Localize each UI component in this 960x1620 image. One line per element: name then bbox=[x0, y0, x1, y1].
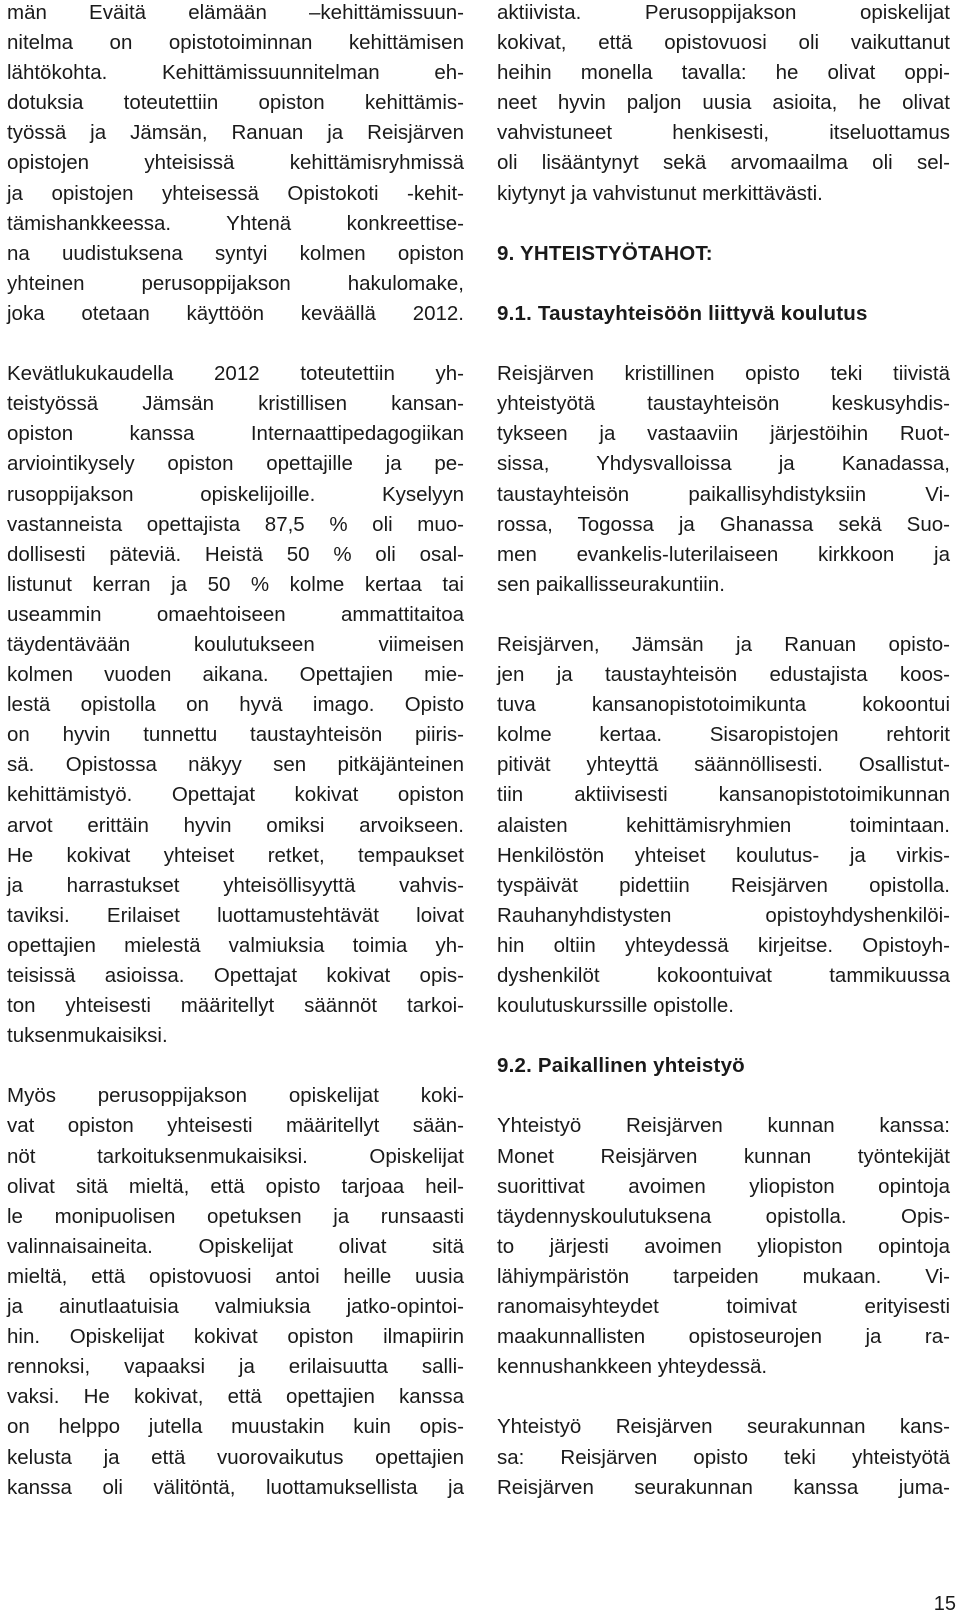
text-line: na uudistuksena syntyi kolmen opiston bbox=[7, 241, 464, 265]
paragraph bbox=[7, 0, 464, 329]
page-number: 15 bbox=[933, 1593, 956, 1615]
paragraph bbox=[497, 630, 950, 1021]
text-line: Yhteistyö Reisjärven seurakunnan kans- bbox=[497, 1415, 950, 1439]
text-line: men evankelis-luterilaiseen kirkkoon ja bbox=[497, 542, 950, 566]
text-line: kelusta ja että vuorovaikutus opettajien bbox=[7, 1445, 464, 1469]
text-line: joka otetaan käyttöön keväällä 2012. bbox=[7, 301, 464, 325]
paragraph bbox=[7, 1081, 464, 1502]
text-line: taustayhteisön paikallisyhdistyksiin Vi- bbox=[497, 482, 950, 506]
text-line: nitelma on opistotoiminnan kehittämisen bbox=[7, 31, 464, 55]
text-line: kolme kertaa. Sisaropistojen rehtorit bbox=[497, 723, 950, 747]
text-line: neet hyvin paljon uusia asioita, he olivat bbox=[497, 91, 950, 115]
text-line: Reisjärven seurakunnan kanssa juma- bbox=[497, 1475, 950, 1499]
text-line: Henkilöstön yhteiset koulutus- ja virkis- bbox=[497, 843, 950, 867]
text-line: maakunnallisten opistoseurojen ja ra- bbox=[497, 1325, 950, 1349]
text-line: on hyvin tunnettu taustayhteisön piiris- bbox=[7, 723, 464, 747]
text-line: vat opiston yhteisesti määritellyt sään- bbox=[7, 1114, 464, 1138]
text-line: vahvistuneet henkisesti, itseluottamus bbox=[497, 121, 950, 145]
text-line: vaksi. He kokivat, että opettajien kanssa bbox=[7, 1385, 464, 1409]
section-heading: 9. YHTEISTYÖTAHOT: bbox=[497, 241, 713, 265]
text-line: rusoppijakson opiskelijoille. Kyselyyn bbox=[7, 482, 464, 506]
text-line: tuksenmukaisiksi. bbox=[7, 1024, 168, 1048]
text-line: rossa, Togossa ja Ghanassa sekä Suo- bbox=[497, 512, 950, 536]
text-line: tämishankkeessa. Yhtenä konkreettise- bbox=[7, 211, 464, 235]
text-line: He kokivat yhteiset retket, tempaukset bbox=[7, 843, 464, 867]
text-line: oli lisääntynyt sekä arvomaailma oli sel- bbox=[497, 151, 950, 175]
text-line: le monipuolisen opetuksen ja runsaasti bbox=[7, 1204, 464, 1228]
text-line: arviointikysely opiston opettajille ja pe- bbox=[7, 452, 464, 476]
text-line: kiytynyt ja vahvistunut merkittävästi. bbox=[497, 181, 823, 205]
text-line: valinnaisaineita. Opiskelijat olivat sitä bbox=[7, 1234, 464, 1258]
text-line: taviksi. Erilaiset luottamustehtävät loivat bbox=[7, 903, 464, 927]
text-line: yhteistyötä taustayhteisön keskusyhdis- bbox=[497, 392, 950, 416]
text-line: Kevätlukukaudella 2012 toteutettiin yh- bbox=[7, 362, 464, 386]
text-line: olivat sitä mieltä, että opisto tarjoaa heil- bbox=[7, 1174, 464, 1198]
text-line: yhteinen perusoppijakson hakulomake, bbox=[7, 271, 464, 295]
text-line: lähtökohta. Kehittämissuunnitelman eh- bbox=[7, 61, 464, 85]
text-line: työssä ja Jämsän, Ranuan ja Reisjärven bbox=[7, 121, 464, 145]
text-line: ja opistojen yhteisessä Opistokoti -kehit- bbox=[7, 181, 464, 205]
text-line: ja harrastukset yhteisöllisyyttä vahvis- bbox=[7, 873, 464, 897]
text-line: Reisjärven kristillinen opisto teki tiivistä bbox=[497, 362, 950, 386]
text-line: täydennyskoulutuksena opistolla. Opis- bbox=[497, 1204, 950, 1228]
text-line: lestä opistolla on hyvä imago. Opisto bbox=[7, 693, 464, 717]
left-column bbox=[7, 0, 464, 1533]
text-line: sissa, Yhdysvalloissa ja Kanadassa, bbox=[497, 452, 950, 476]
text-line: kolmen vuoden aikana. Opettajien mie- bbox=[7, 663, 464, 687]
text-line: pitivät yhteyttä säännöllisesti. Osallistut- bbox=[497, 753, 950, 777]
text-line: opistojen yhteisissä kehittämisryhmissä bbox=[7, 151, 464, 175]
text-line: koulutuskurssille opistolle. bbox=[497, 994, 735, 1018]
text-line: ranomaisyhteydet toimivat erityisesti bbox=[497, 1295, 950, 1319]
text-line: Rauhanyhdistysten opistoyhdyshenkilöi- bbox=[497, 903, 950, 927]
text-line: hin. Opiskelijat kokivat opiston ilmapiirin bbox=[7, 1325, 464, 1349]
text-line: täydentävään koulutukseen viimeisen bbox=[7, 632, 464, 656]
text-line: alaisten kehittämisryhmien toimintaan. bbox=[497, 813, 950, 837]
text-line: sen paikallisseurakuntiin. bbox=[497, 572, 725, 596]
text-line: hin oltiin yhteydessä kirjeitse. Opistoyh- bbox=[497, 933, 950, 957]
text-line: tiin aktiivisesti kansanopistotoimikunnan bbox=[497, 783, 950, 807]
text-line: dyshenkilöt kokoontuivat tammikuussa bbox=[497, 964, 950, 987]
text-line: dollisesti päteviä. Heistä 50 % oli osal- bbox=[7, 542, 464, 566]
text-line: opiston kanssa Internaattipedagogiikan bbox=[7, 422, 464, 446]
text-line: dotuksia toteutettiin opiston kehittämis- bbox=[7, 91, 464, 115]
text-line: nöt tarkoituksenmukaisiksi. Opiskelijat bbox=[7, 1144, 464, 1168]
text-line: ton yhteisesti määritellyt säännöt tarkoi- bbox=[7, 994, 464, 1018]
text-line: män Eväitä elämään –kehittämissuun- bbox=[7, 1, 464, 24]
text-line: kokivat, että opistovuosi oli vaikuttanut bbox=[497, 31, 950, 55]
text-line: useammin omaehtoiseen ammattitaitoa bbox=[7, 602, 464, 626]
paragraph bbox=[497, 1111, 950, 1382]
text-line: sä. Opistossa näkyy sen pitkäjänteinen bbox=[7, 753, 464, 777]
text-line: listunut kerran ja 50 % kolme kertaa tai bbox=[7, 572, 464, 596]
text-line: opettajien mielestä valmiuksia toimia yh- bbox=[7, 933, 464, 957]
text-line: tyspäivät pidettiin Reisjärven opistolla. bbox=[497, 873, 950, 897]
text-line: to järjesti avoimen yliopiston opintoja bbox=[497, 1234, 950, 1258]
text-line: teisissä asioissa. Opettajat kokivat opis- bbox=[7, 964, 464, 987]
text-line: on helppo jutella muustakin kuin opis- bbox=[7, 1415, 464, 1439]
text-line: kanssa oli välitöntä, luottamuksellista ja bbox=[7, 1475, 464, 1499]
text-line: tykseen ja vastaaviin järjestöihin Ruot- bbox=[497, 422, 950, 446]
text-line: tuva kansanopistotoimikunta kokoontui bbox=[497, 693, 950, 717]
text-line: heihin monella tavalla: he olivat oppi- bbox=[497, 61, 950, 85]
text-line: Reisjärven, Jämsän ja Ranuan opisto- bbox=[497, 632, 950, 656]
subsection-heading: 9.1. Taustayhteisöön liittyvä koulutus bbox=[497, 301, 868, 325]
text-line: Myös perusoppijakson opiskelijat koki- bbox=[7, 1084, 464, 1108]
text-line: kennushankkeen yhteydessä. bbox=[497, 1355, 768, 1379]
text-line: suorittivat avoimen yliopiston opintoja bbox=[497, 1174, 950, 1198]
text-line: rennoksi, vapaaksi ja erilaisuutta salli- bbox=[7, 1355, 464, 1379]
paragraph bbox=[497, 0, 950, 209]
text-line: Yhteistyö Reisjärven kunnan kanssa: bbox=[497, 1114, 950, 1138]
text-line: mieltä, että opistovuosi antoi heille uusia bbox=[7, 1264, 464, 1288]
text-line: aktiivista. Perusoppijakson opiskelijat bbox=[497, 1, 950, 24]
text-line: lähiympäristön tarpeiden mukaan. Vi- bbox=[497, 1264, 950, 1288]
text-line: arvot erittäin hyvin omiksi arvoikseen. bbox=[7, 813, 464, 837]
paragraph bbox=[497, 359, 950, 600]
subsection-heading: 9.2. Paikallinen yhteistyö bbox=[497, 1054, 745, 1078]
text-line: kehittämistyö. Opettajat kokivat opiston bbox=[7, 783, 464, 807]
text-line: ja ainutlaatuisia valmiuksia jatko-opintoi- bbox=[7, 1295, 464, 1319]
text-line: teistyössä Jämsän kristillisen kansan- bbox=[7, 392, 464, 416]
right-column bbox=[497, 0, 950, 1533]
paragraph bbox=[497, 1412, 950, 1502]
paragraph bbox=[7, 359, 464, 1051]
text-line: vastanneista opettajista 87,5 % oli muo- bbox=[7, 512, 464, 536]
text-line: Monet Reisjärven kunnan työntekijät bbox=[497, 1144, 950, 1168]
text-line: sa: Reisjärven opisto teki yhteistyötä bbox=[497, 1445, 950, 1469]
text-line: jen ja taustayhteisön edustajista koos- bbox=[497, 663, 950, 687]
